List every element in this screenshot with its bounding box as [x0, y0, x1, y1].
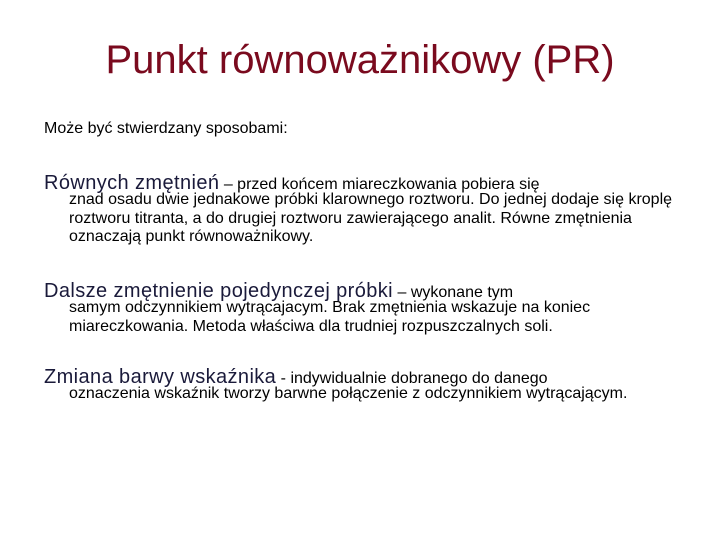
method-lead: – przed końcem miareczkowania pobiera się	[219, 176, 540, 193]
method-item-indicator-color-change	[44, 367, 684, 404]
method-description: samym odczynnikiem wytrącajacym. Brak zmętnienia wskazuje na koniec miareczkowania. Metoda właściwa dla trudniej rozpuszczalnych soli.	[69, 299, 591, 335]
method-lead: - indywidualnie dobranego do danego	[276, 370, 548, 387]
method-term: Dalsze zmętnienie pojedynczej próbki	[44, 280, 394, 302]
method-lead: – wykonane tym	[393, 284, 514, 301]
method-item-single-sample-turbidity	[44, 281, 684, 336]
slide-title: Punkt równoważnikowy (PR)	[105, 38, 615, 82]
method-description: oznaczenia wskaźnik tworzy barwne połączenie z odczynnikiem wytrącającym.	[69, 385, 628, 402]
method-item-equal-turbidity	[44, 173, 684, 247]
method-term: Zmiana barwy wskaźnika	[44, 366, 277, 388]
intro-text: Może być stwierdzany sposobami:	[44, 120, 288, 137]
method-description: znad osadu dwie jednakowe próbki klarownego roztworu. Do jednej dodaje się kroplę roztworu titranta, a do drugiej roztworu zawierającego analit. Równe zmętnienia oznaczają punkt równoważnikowy.	[69, 191, 673, 245]
method-term: Równych zmętnień	[44, 172, 220, 194]
